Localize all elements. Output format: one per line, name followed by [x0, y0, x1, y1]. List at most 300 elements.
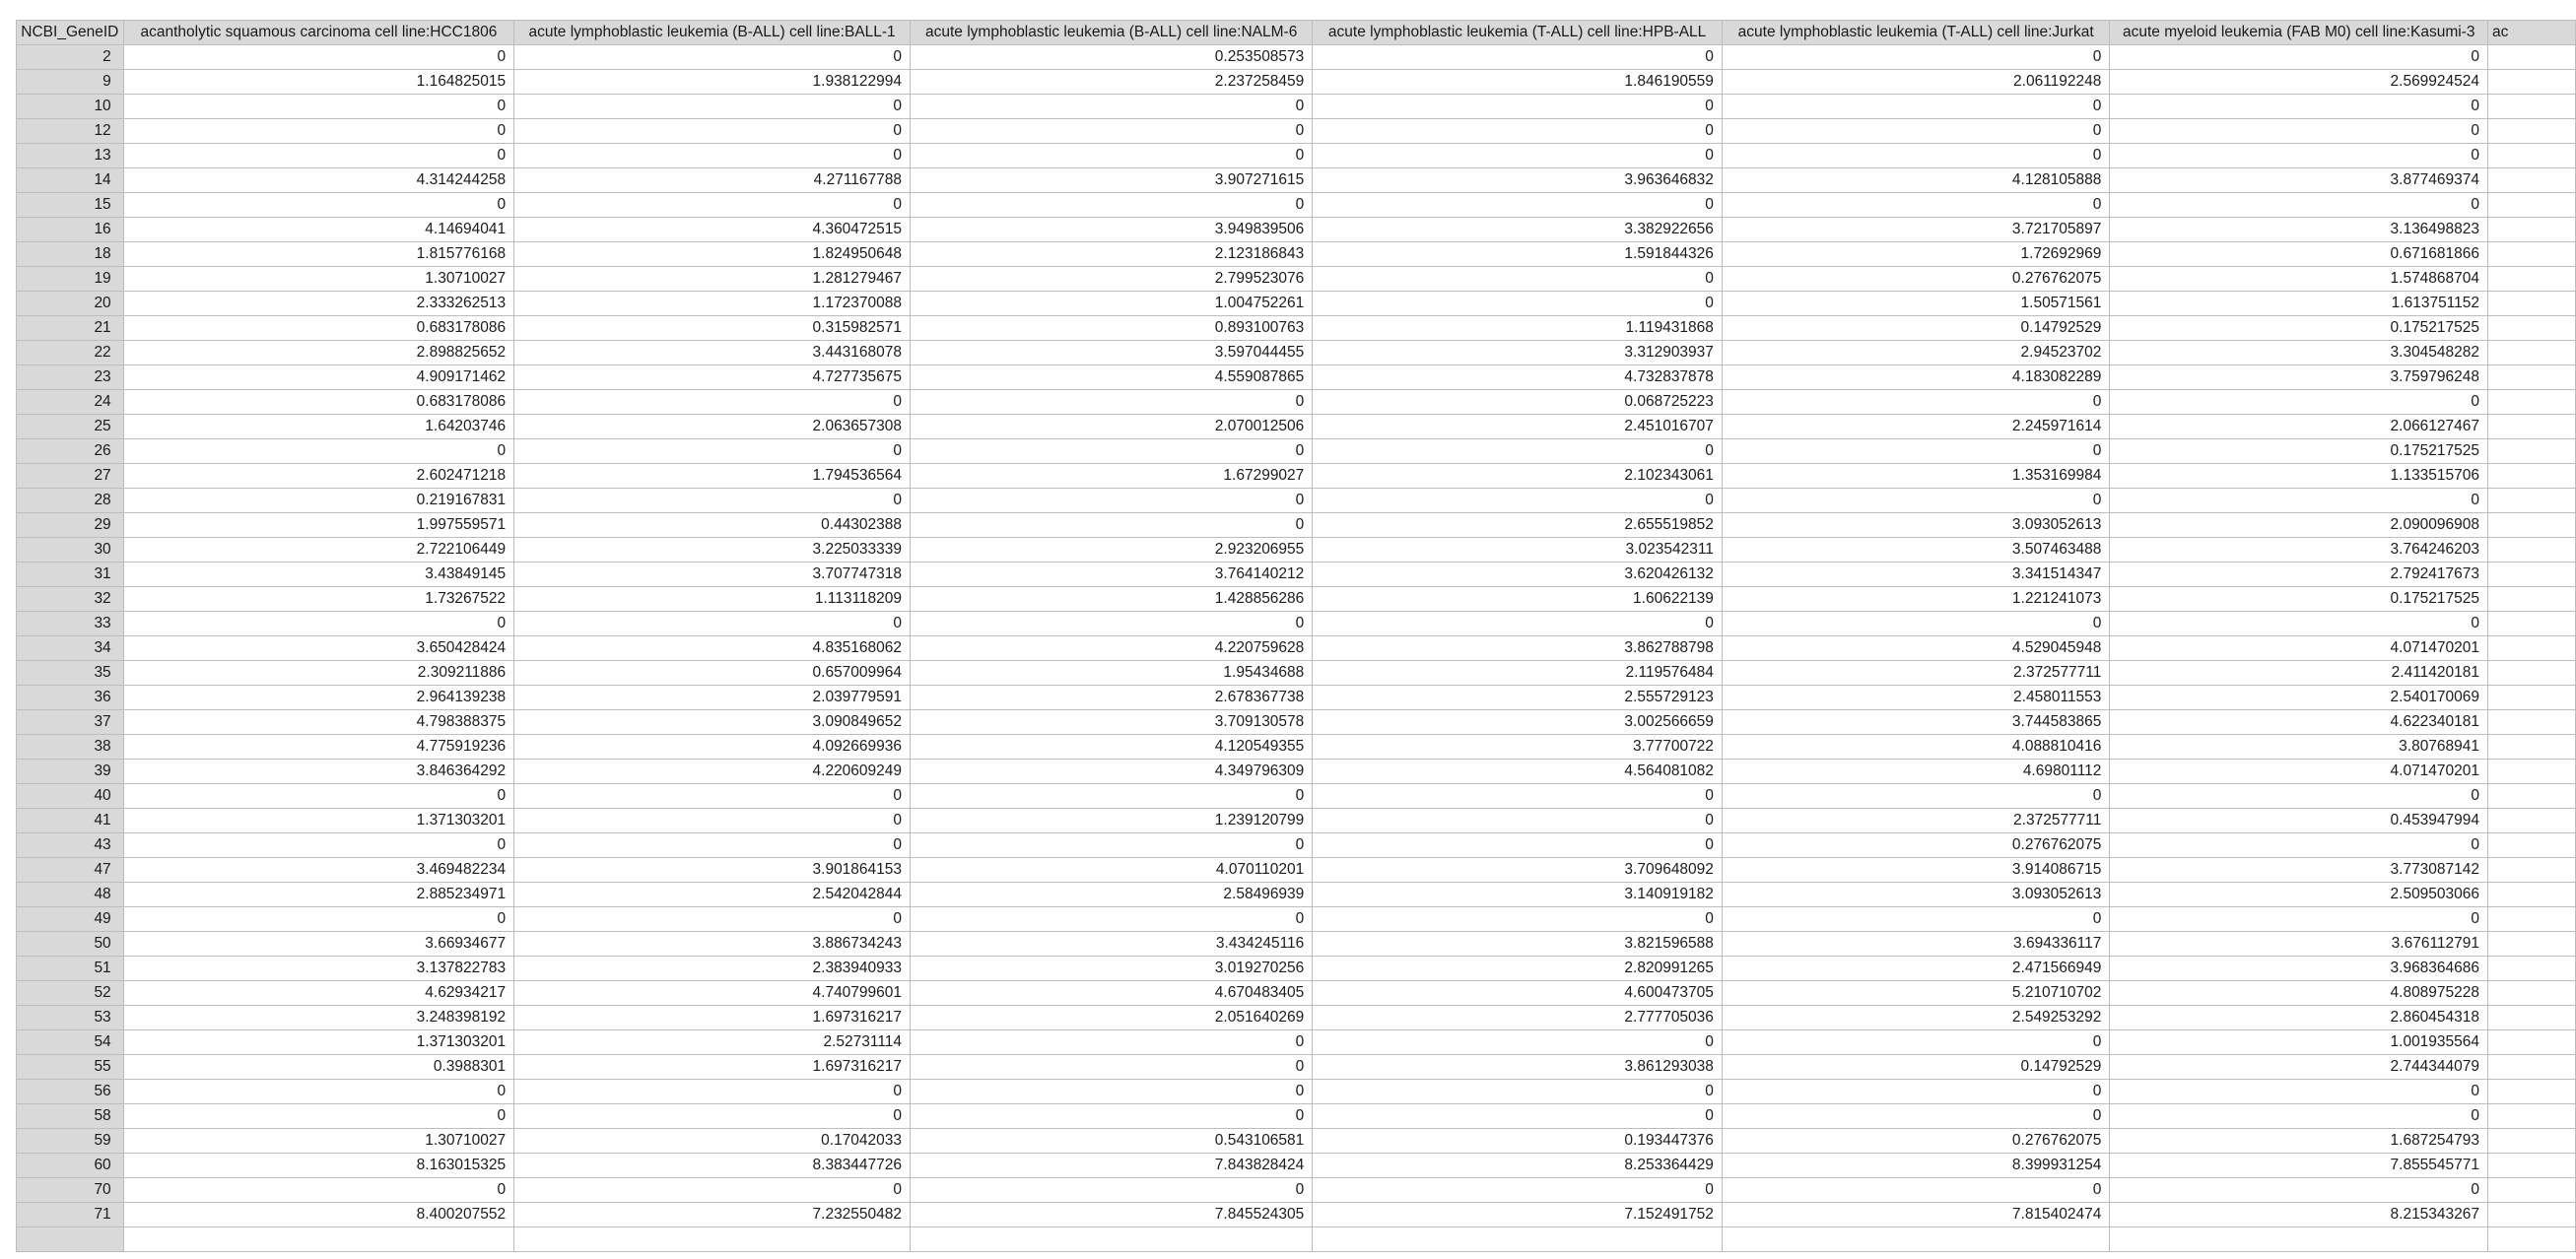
table-cell[interactable]: 0	[514, 45, 911, 70]
table-cell-truncated[interactable]	[2488, 1006, 2576, 1030]
table-cell[interactable]: 3.709130578	[911, 710, 1313, 735]
table-cell[interactable]: 7.815402474	[1722, 1203, 2109, 1227]
table-cell[interactable]: 0	[1313, 267, 1723, 292]
row-header-gene-id[interactable]: 2	[17, 45, 124, 70]
table-cell[interactable]: 0.276762075	[1722, 267, 2109, 292]
table-cell[interactable]	[2110, 1227, 2488, 1252]
row-header-gene-id[interactable]: 53	[17, 1006, 124, 1030]
table-cell[interactable]: 0.193447376	[1313, 1129, 1723, 1154]
table-cell[interactable]: 2.923206955	[911, 538, 1313, 563]
table-cell-truncated[interactable]	[2488, 1154, 2576, 1178]
table-cell[interactable]: 4.071470201	[2110, 636, 2488, 661]
table-cell[interactable]: 0	[2110, 95, 2488, 119]
table-cell[interactable]: 0	[1722, 193, 2109, 218]
table-cell[interactable]: 1.72692969	[1722, 242, 2109, 267]
table-cell[interactable]: 3.694336117	[1722, 932, 2109, 957]
table-cell[interactable]: 4.120549355	[911, 735, 1313, 760]
table-cell[interactable]	[514, 1227, 911, 1252]
table-cell[interactable]: 0	[1722, 907, 2109, 932]
table-cell[interactable]: 8.383447726	[514, 1154, 911, 1178]
table-cell[interactable]: 1.30710027	[123, 1129, 513, 1154]
table-cell[interactable]: 2.070012506	[911, 415, 1313, 439]
row-header-gene-id[interactable]: 59	[17, 1129, 124, 1154]
table-cell[interactable]: 3.759796248	[2110, 365, 2488, 390]
row-header-gene-id[interactable]: 58	[17, 1104, 124, 1129]
table-cell[interactable]: 3.650428424	[123, 636, 513, 661]
table-cell[interactable]: 2.898825652	[123, 341, 513, 365]
table-cell[interactable]: 0	[123, 907, 513, 932]
table-cell-truncated[interactable]	[2488, 784, 2576, 809]
table-cell[interactable]: 0	[514, 784, 911, 809]
table-cell[interactable]: 0	[2110, 1104, 2488, 1129]
table-cell[interactable]: 1.697316217	[514, 1055, 911, 1080]
table-cell-truncated[interactable]	[2488, 587, 2576, 612]
table-cell-truncated[interactable]	[2488, 45, 2576, 70]
table-cell[interactable]: 0	[123, 193, 513, 218]
row-header-gene-id[interactable]: 39	[17, 760, 124, 784]
table-cell[interactable]: 7.152491752	[1313, 1203, 1723, 1227]
table-cell[interactable]: 2.063657308	[514, 415, 911, 439]
table-cell[interactable]: 3.443168078	[514, 341, 911, 365]
table-cell[interactable]: 3.093052613	[1722, 513, 2109, 538]
table-cell[interactable]: 8.399931254	[1722, 1154, 2109, 1178]
table-cell[interactable]: 1.613751152	[2110, 292, 2488, 316]
row-header-gene-id[interactable]: 25	[17, 415, 124, 439]
table-cell[interactable]: 4.271167788	[514, 168, 911, 193]
table-cell[interactable]: 2.458011553	[1722, 686, 2109, 710]
table-cell[interactable]: 2.799523076	[911, 267, 1313, 292]
table-cell-truncated[interactable]	[2488, 70, 2576, 95]
table-cell[interactable]: 0.253508573	[911, 45, 1313, 70]
table-cell[interactable]: 0.543106581	[911, 1129, 1313, 1154]
table-cell[interactable]: 3.77700722	[1313, 735, 1723, 760]
table-cell[interactable]: 1.60622139	[1313, 587, 1723, 612]
row-header-gene-id[interactable]: 43	[17, 833, 124, 858]
table-cell-truncated[interactable]	[2488, 907, 2576, 932]
table-cell[interactable]: 8.253364429	[1313, 1154, 1723, 1178]
table-cell[interactable]: 0	[911, 119, 1313, 144]
table-cell[interactable]: 2.820991265	[1313, 957, 1723, 981]
table-cell[interactable]: 3.821596588	[1313, 932, 1723, 957]
table-cell[interactable]: 0.175217525	[2110, 316, 2488, 341]
table-cell[interactable]: 4.798388375	[123, 710, 513, 735]
table-cell[interactable]: 1.004752261	[911, 292, 1313, 316]
table-cell-truncated[interactable]	[2488, 267, 2576, 292]
table-cell[interactable]: 0	[911, 193, 1313, 218]
table-cell[interactable]: 0.315982571	[514, 316, 911, 341]
table-cell[interactable]: 2.569924524	[2110, 70, 2488, 95]
table-cell-truncated[interactable]	[2488, 636, 2576, 661]
table-cell[interactable]: 2.383940933	[514, 957, 911, 981]
table-cell[interactable]: 0	[1313, 144, 1723, 168]
table-cell[interactable]: 3.861293038	[1313, 1055, 1723, 1080]
table-cell[interactable]: 1.164825015	[123, 70, 513, 95]
table-cell[interactable]: 3.620426132	[1313, 563, 1723, 587]
row-header-gene-id[interactable]: 9	[17, 70, 124, 95]
row-header-gene-id[interactable]: 47	[17, 858, 124, 883]
table-cell-truncated[interactable]	[2488, 95, 2576, 119]
table-cell[interactable]: 1.353169984	[1722, 464, 2109, 489]
table-cell[interactable]: 0	[911, 784, 1313, 809]
table-cell[interactable]: 0	[911, 1055, 1313, 1080]
table-cell[interactable]: 2.333262513	[123, 292, 513, 316]
table-cell[interactable]: 4.600473705	[1313, 981, 1723, 1006]
table-cell[interactable]: 0	[1313, 612, 1723, 636]
table-cell[interactable]: 0	[514, 95, 911, 119]
table-cell[interactable]: 2.655519852	[1313, 513, 1723, 538]
table-cell[interactable]: 2.090096908	[2110, 513, 2488, 538]
table-cell[interactable]: 2.372577711	[1722, 809, 2109, 833]
table-cell[interactable]: 0.453947994	[2110, 809, 2488, 833]
table-cell[interactable]: 1.824950648	[514, 242, 911, 267]
table-cell[interactable]: 1.697316217	[514, 1006, 911, 1030]
table-cell[interactable]	[123, 1227, 513, 1252]
table-cell[interactable]: 0.175217525	[2110, 587, 2488, 612]
table-cell[interactable]	[911, 1227, 1313, 1252]
table-cell[interactable]: 4.740799601	[514, 981, 911, 1006]
table-cell[interactable]: 3.901864153	[514, 858, 911, 883]
table-cell[interactable]: 0.3988301	[123, 1055, 513, 1080]
table-cell-truncated[interactable]	[2488, 833, 2576, 858]
table-cell[interactable]: 2.58496939	[911, 883, 1313, 907]
table-cell[interactable]: 0	[123, 439, 513, 464]
table-cell[interactable]: 4.183082289	[1722, 365, 2109, 390]
row-header-gene-id[interactable]: 36	[17, 686, 124, 710]
table-cell[interactable]: 3.43849145	[123, 563, 513, 587]
table-cell[interactable]: 0	[514, 612, 911, 636]
row-header-gene-id[interactable]: 35	[17, 661, 124, 686]
row-header-gene-id[interactable]: 18	[17, 242, 124, 267]
table-cell[interactable]: 0	[911, 390, 1313, 415]
row-header-gene-id[interactable]: 29	[17, 513, 124, 538]
column-header-gene-id[interactable]: NCBI_GeneID	[17, 21, 124, 45]
table-cell[interactable]: 0.14792529	[1722, 1055, 2109, 1080]
table-cell[interactable]: 4.622340181	[2110, 710, 2488, 735]
table-cell-truncated[interactable]	[2488, 464, 2576, 489]
table-cell[interactable]: 0	[1722, 144, 2109, 168]
row-header-gene-id[interactable]: 48	[17, 883, 124, 907]
table-cell[interactable]: 1.281279467	[514, 267, 911, 292]
table-cell[interactable]: 0	[1722, 489, 2109, 513]
table-cell[interactable]: 0	[1313, 809, 1723, 833]
row-header-gene-id[interactable]: 70	[17, 1178, 124, 1203]
table-cell[interactable]: 2.102343061	[1313, 464, 1723, 489]
table-cell[interactable]: 2.542042844	[514, 883, 911, 907]
table-cell[interactable]: 0	[1722, 1104, 2109, 1129]
table-cell[interactable]: 0	[911, 1030, 1313, 1055]
table-cell[interactable]: 3.877469374	[2110, 168, 2488, 193]
table-cell[interactable]: 7.855545771	[2110, 1154, 2488, 1178]
table-cell[interactable]: 2.411420181	[2110, 661, 2488, 686]
table-cell[interactable]: 4.088810416	[1722, 735, 2109, 760]
table-cell-truncated[interactable]	[2488, 489, 2576, 513]
table-cell[interactable]: 4.808975228	[2110, 981, 2488, 1006]
column-header[interactable]: acute lymphoblastic leukemia (B-ALL) cell line:BALL-1	[514, 21, 911, 45]
table-cell[interactable]: 3.304548282	[2110, 341, 2488, 365]
row-header-gene-id[interactable]: 54	[17, 1030, 124, 1055]
table-cell[interactable]: 0	[514, 809, 911, 833]
table-cell[interactable]: 0	[123, 1178, 513, 1203]
table-cell[interactable]: 1.133515706	[2110, 464, 2488, 489]
table-cell[interactable]: 3.907271615	[911, 168, 1313, 193]
row-header-gene-id[interactable]: 51	[17, 957, 124, 981]
table-cell[interactable]: 0	[514, 907, 911, 932]
table-cell[interactable]: 0	[2110, 489, 2488, 513]
table-cell[interactable]: 0	[1722, 612, 2109, 636]
row-header-gene-id[interactable]: 24	[17, 390, 124, 415]
table-cell[interactable]: 2.123186843	[911, 242, 1313, 267]
table-cell[interactable]: 2.119576484	[1313, 661, 1723, 686]
table-cell[interactable]: 2.237258459	[911, 70, 1313, 95]
table-cell-truncated[interactable]	[2488, 242, 2576, 267]
table-cell[interactable]: 0	[514, 439, 911, 464]
table-cell[interactable]: 3.137822783	[123, 957, 513, 981]
table-cell[interactable]: 0	[1313, 95, 1723, 119]
row-header-gene-id[interactable]: 55	[17, 1055, 124, 1080]
table-cell[interactable]: 8.400207552	[123, 1203, 513, 1227]
table-cell[interactable]: 1.113118209	[514, 587, 911, 612]
table-cell[interactable]: 0	[123, 833, 513, 858]
table-cell[interactable]: 0	[2110, 144, 2488, 168]
table-cell[interactable]: 3.721705897	[1722, 218, 2109, 242]
table-cell[interactable]: 1.73267522	[123, 587, 513, 612]
row-header-gene-id[interactable]: 13	[17, 144, 124, 168]
table-cell[interactable]: 3.090849652	[514, 710, 911, 735]
table-cell[interactable]: 0.683178086	[123, 390, 513, 415]
table-cell[interactable]: 4.14694041	[123, 218, 513, 242]
table-cell[interactable]: 2.471566949	[1722, 957, 2109, 981]
table-cell[interactable]: 0	[911, 612, 1313, 636]
table-cell[interactable]: 0	[123, 1080, 513, 1104]
table-cell-truncated[interactable]	[2488, 292, 2576, 316]
table-cell[interactable]: 3.312903937	[1313, 341, 1723, 365]
table-cell[interactable]: 4.670483405	[911, 981, 1313, 1006]
table-cell[interactable]: 4.62934217	[123, 981, 513, 1006]
table-cell[interactable]: 2.678367738	[911, 686, 1313, 710]
table-cell[interactable]: 0	[1313, 439, 1723, 464]
table-cell[interactable]: 0	[1722, 390, 2109, 415]
table-cell[interactable]: 3.949839506	[911, 218, 1313, 242]
table-cell[interactable]: 0	[514, 1080, 911, 1104]
table-cell[interactable]: 0	[123, 784, 513, 809]
table-cell-truncated[interactable]	[2488, 710, 2576, 735]
row-header-gene-id[interactable]: 49	[17, 907, 124, 932]
row-header-gene-id[interactable]: 10	[17, 95, 124, 119]
row-header-gene-id[interactable]: 52	[17, 981, 124, 1006]
table-cell-truncated[interactable]	[2488, 957, 2576, 981]
table-cell[interactable]: 3.968364686	[2110, 957, 2488, 981]
table-cell[interactable]: 0	[123, 1104, 513, 1129]
table-cell[interactable]: 0	[1313, 489, 1723, 513]
table-cell[interactable]: 0.276762075	[1722, 833, 2109, 858]
table-cell[interactable]: 3.886734243	[514, 932, 911, 957]
table-cell[interactable]: 1.371303201	[123, 809, 513, 833]
table-cell[interactable]: 0	[2110, 1178, 2488, 1203]
table-cell[interactable]: 0	[2110, 1080, 2488, 1104]
column-header[interactable]: acute lymphoblastic leukemia (T-ALL) cell line:Jurkat	[1722, 21, 2109, 45]
table-cell[interactable]: 4.775919236	[123, 735, 513, 760]
table-cell[interactable]: 3.963646832	[1313, 168, 1723, 193]
table-cell[interactable]: 3.002566659	[1313, 710, 1723, 735]
table-cell-truncated[interactable]	[2488, 563, 2576, 587]
row-header-gene-id[interactable]: 41	[17, 809, 124, 833]
table-cell[interactable]: 0	[2110, 833, 2488, 858]
table-cell[interactable]: 3.846364292	[123, 760, 513, 784]
row-header-gene-id[interactable]: 14	[17, 168, 124, 193]
row-header-gene-id[interactable]: 19	[17, 267, 124, 292]
table-cell[interactable]: 1.67299027	[911, 464, 1313, 489]
table-cell[interactable]: 0	[1313, 1080, 1723, 1104]
table-cell[interactable]: 5.210710702	[1722, 981, 2109, 1006]
table-cell[interactable]: 3.341514347	[1722, 563, 2109, 587]
table-cell[interactable]: 0	[911, 907, 1313, 932]
table-cell[interactable]: 4.909171462	[123, 365, 513, 390]
table-cell-truncated[interactable]	[2488, 1203, 2576, 1227]
table-cell-truncated[interactable]	[2488, 439, 2576, 464]
table-cell-truncated[interactable]	[2488, 538, 2576, 563]
table-cell[interactable]: 1.815776168	[123, 242, 513, 267]
row-header-gene-id[interactable]: 32	[17, 587, 124, 612]
table-cell[interactable]: 1.997559571	[123, 513, 513, 538]
table-cell[interactable]: 0	[911, 513, 1313, 538]
table-cell[interactable]: 0.276762075	[1722, 1129, 2109, 1154]
row-header-gene-id[interactable]	[17, 1227, 124, 1252]
table-cell[interactable]: 2.94523702	[1722, 341, 2109, 365]
table-cell[interactable]: 0	[1313, 292, 1723, 316]
table-cell-truncated[interactable]	[2488, 365, 2576, 390]
table-cell-truncated[interactable]	[2488, 390, 2576, 415]
table-cell[interactable]: 0	[2110, 119, 2488, 144]
table-cell[interactable]: 2.860454318	[2110, 1006, 2488, 1030]
table-cell[interactable]: 0	[911, 1080, 1313, 1104]
table-cell[interactable]: 3.248398192	[123, 1006, 513, 1030]
table-cell[interactable]: 2.066127467	[2110, 415, 2488, 439]
table-cell[interactable]: 3.862788798	[1313, 636, 1723, 661]
table-cell[interactable]: 4.220609249	[514, 760, 911, 784]
row-header-gene-id[interactable]: 71	[17, 1203, 124, 1227]
table-cell[interactable]: 3.914086715	[1722, 858, 2109, 883]
table-cell[interactable]: 2.555729123	[1313, 686, 1723, 710]
table-cell[interactable]: 2.549253292	[1722, 1006, 2109, 1030]
table-cell[interactable]: 4.220759628	[911, 636, 1313, 661]
table-cell[interactable]: 0	[1722, 1178, 2109, 1203]
table-cell[interactable]: 7.845524305	[911, 1203, 1313, 1227]
table-cell[interactable]	[1313, 1227, 1723, 1252]
table-cell[interactable]: 2.051640269	[911, 1006, 1313, 1030]
table-cell[interactable]: 2.602471218	[123, 464, 513, 489]
table-cell-truncated[interactable]	[2488, 1055, 2576, 1080]
row-header-gene-id[interactable]: 21	[17, 316, 124, 341]
table-cell[interactable]: 0	[514, 833, 911, 858]
table-cell[interactable]: 7.232550482	[514, 1203, 911, 1227]
table-cell[interactable]: 2.777705036	[1313, 1006, 1723, 1030]
table-cell-truncated[interactable]	[2488, 661, 2576, 686]
table-cell[interactable]: 0	[1313, 45, 1723, 70]
table-cell[interactable]: 0.068725223	[1313, 390, 1723, 415]
table-cell[interactable]: 0	[514, 390, 911, 415]
table-cell-truncated[interactable]	[2488, 1030, 2576, 1055]
row-header-gene-id[interactable]: 31	[17, 563, 124, 587]
row-header-gene-id[interactable]: 16	[17, 218, 124, 242]
table-cell[interactable]: 3.707747318	[514, 563, 911, 587]
table-cell[interactable]: 4.559087865	[911, 365, 1313, 390]
table-cell[interactable]: 0.893100763	[911, 316, 1313, 341]
table-cell-truncated[interactable]	[2488, 735, 2576, 760]
table-cell[interactable]: 0.657009964	[514, 661, 911, 686]
table-cell[interactable]: 0	[514, 119, 911, 144]
row-header-gene-id[interactable]: 22	[17, 341, 124, 365]
table-cell[interactable]: 0	[1313, 1030, 1723, 1055]
table-cell[interactable]: 0	[123, 45, 513, 70]
table-cell-truncated[interactable]	[2488, 415, 2576, 439]
table-cell[interactable]: 0	[1313, 193, 1723, 218]
table-cell[interactable]: 3.676112791	[2110, 932, 2488, 957]
table-cell[interactable]: 0	[1722, 119, 2109, 144]
row-header-gene-id[interactable]: 30	[17, 538, 124, 563]
row-header-gene-id[interactable]: 38	[17, 735, 124, 760]
table-cell[interactable]: 2.509503066	[2110, 883, 2488, 907]
table-cell[interactable]: 3.764246203	[2110, 538, 2488, 563]
table-cell-truncated[interactable]	[2488, 1080, 2576, 1104]
table-cell[interactable]: 3.382922656	[1313, 218, 1723, 242]
table-cell[interactable]: 4.070110201	[911, 858, 1313, 883]
table-cell[interactable]: 1.794536564	[514, 464, 911, 489]
column-header[interactable]: acantholytic squamous carcinoma cell line:HCC1806	[123, 21, 513, 45]
table-cell[interactable]: 3.709648092	[1313, 858, 1723, 883]
table-cell[interactable]: 0	[2110, 45, 2488, 70]
table-cell[interactable]: 2.245971614	[1722, 415, 2109, 439]
table-cell-truncated[interactable]	[2488, 316, 2576, 341]
row-header-gene-id[interactable]: 26	[17, 439, 124, 464]
table-cell[interactable]: 0	[123, 119, 513, 144]
table-cell[interactable]: 0	[123, 144, 513, 168]
table-cell[interactable]: 3.80768941	[2110, 735, 2488, 760]
table-cell[interactable]: 3.019270256	[911, 957, 1313, 981]
table-cell[interactable]: 0	[123, 95, 513, 119]
table-cell[interactable]: 2.451016707	[1313, 415, 1723, 439]
table-cell[interactable]: 0	[514, 1178, 911, 1203]
column-header[interactable]: acute myeloid leukemia (FAB M0) cell line:Kasumi-3	[2110, 21, 2488, 45]
row-header-gene-id[interactable]: 28	[17, 489, 124, 513]
table-cell[interactable]: 0	[2110, 612, 2488, 636]
row-header-gene-id[interactable]: 23	[17, 365, 124, 390]
table-cell[interactable]: 4.529045948	[1722, 636, 2109, 661]
table-cell[interactable]: 0	[2110, 784, 2488, 809]
table-cell[interactable]: 2.964139238	[123, 686, 513, 710]
row-header-gene-id[interactable]: 40	[17, 784, 124, 809]
row-header-gene-id[interactable]: 56	[17, 1080, 124, 1104]
table-cell[interactable]: 3.773087142	[2110, 858, 2488, 883]
row-header-gene-id[interactable]: 33	[17, 612, 124, 636]
table-cell[interactable]: 3.597044455	[911, 341, 1313, 365]
table-cell-truncated[interactable]	[2488, 809, 2576, 833]
table-cell-truncated[interactable]	[2488, 513, 2576, 538]
table-cell[interactable]: 0	[911, 489, 1313, 513]
table-cell[interactable]: 3.764140212	[911, 563, 1313, 587]
table-cell[interactable]: 1.30710027	[123, 267, 513, 292]
table-cell[interactable]: 1.119431868	[1313, 316, 1723, 341]
table-cell[interactable]: 0	[1313, 784, 1723, 809]
table-cell[interactable]: 0	[911, 95, 1313, 119]
table-cell[interactable]: 0	[1722, 784, 2109, 809]
table-cell-truncated[interactable]	[2488, 1129, 2576, 1154]
row-header-gene-id[interactable]: 12	[17, 119, 124, 144]
table-cell[interactable]: 0	[2110, 907, 2488, 932]
table-cell[interactable]: 1.938122994	[514, 70, 911, 95]
table-cell-truncated[interactable]	[2488, 193, 2576, 218]
table-cell[interactable]: 0	[514, 144, 911, 168]
table-cell[interactable]: 4.314244258	[123, 168, 513, 193]
